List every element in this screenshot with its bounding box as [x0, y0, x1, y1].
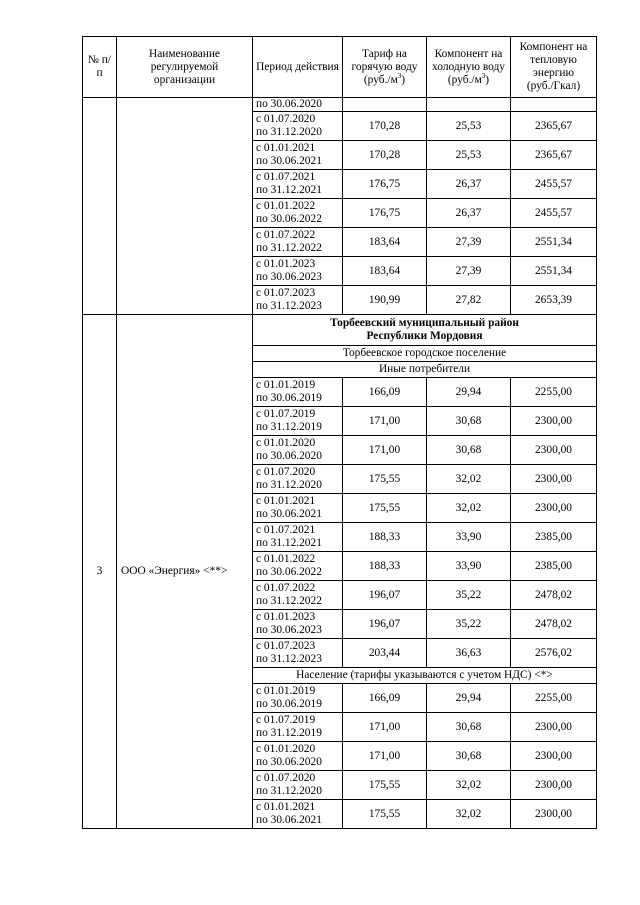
- hvs-cell: [427, 98, 511, 112]
- period-end: по 31.12.2023: [256, 300, 322, 312]
- hvs-cell: 30,68: [427, 742, 511, 771]
- hvs-cell: 36,63: [427, 639, 511, 668]
- hvs-cell: 27,39: [427, 257, 511, 286]
- col-header-teplo-text: Компонент на тепловую энергию: [519, 41, 588, 79]
- period-cell: [253, 684, 343, 713]
- teplo-cell: 2255,00: [511, 378, 597, 407]
- period-end: по 31.12.2020: [256, 785, 322, 797]
- period-end: по 31.12.2021: [256, 184, 322, 196]
- teplo-cell: 2300,00: [511, 800, 597, 829]
- teplo-cell: 2300,00: [511, 742, 597, 771]
- gvs-cell: 166,09: [343, 378, 427, 407]
- period-end: по 31.12.2022: [256, 595, 322, 607]
- period-end: по 31.12.2020: [256, 479, 322, 491]
- period-start: с 01.01.2019: [256, 379, 316, 391]
- col-header-gvs-unit: (руб./м: [363, 73, 398, 86]
- gvs-cell: 175,55: [343, 771, 427, 800]
- consumer-group-population: Население (тарифы указываются с учетом НДС) <*>: [253, 668, 597, 684]
- col-header-hvs: Компонент на холодную воду $(руб./м^3)$: [427, 37, 511, 98]
- period-end: по 30.06.2020: [256, 450, 322, 462]
- period-start: с 01.07.2019: [256, 408, 316, 420]
- period-start: с 01.01.2020: [256, 437, 316, 449]
- gvs-cell: 171,00: [343, 713, 427, 742]
- gvs-cell: 170,28: [343, 112, 427, 141]
- period-start: с 01.01.2022: [256, 553, 316, 565]
- teplo-cell: 2551,34: [511, 228, 597, 257]
- period-end: по 31.12.2021: [256, 537, 322, 549]
- col-header-hvs-sup: 3: [481, 71, 486, 80]
- period-end: по 31.12.2020: [256, 126, 322, 138]
- district-row: [83, 315, 597, 346]
- period-end: по 31.12.2022: [256, 242, 322, 254]
- gvs-cell: 171,00: [343, 742, 427, 771]
- period-end: по 30.06.2019: [256, 698, 322, 710]
- gvs-cell: [343, 98, 427, 112]
- period-end: по 30.06.2021: [256, 814, 322, 826]
- hvs-cell: 29,94: [427, 684, 511, 713]
- teplo-cell: 2365,67: [511, 141, 597, 170]
- teplo-cell: 2385,00: [511, 552, 597, 581]
- period-cell: [253, 407, 343, 436]
- col-header-gvs-sup: 3: [397, 71, 402, 80]
- teplo-cell: 2478,02: [511, 581, 597, 610]
- period-start: с 01.01.2021: [256, 495, 316, 507]
- teplo-cell: 2300,00: [511, 465, 597, 494]
- period-start: с 01.01.2021: [256, 142, 316, 154]
- period-end: по 30.06.2023: [256, 624, 322, 636]
- gvs-cell: 175,55: [343, 465, 427, 494]
- col-header-nomer: № п/п: [83, 37, 117, 98]
- teplo-cell: 2300,00: [511, 407, 597, 436]
- hvs-cell: 25,53: [427, 141, 511, 170]
- gvs-cell: 171,00: [343, 407, 427, 436]
- col-header-hvs-text: Компонент на холодную воду: [432, 47, 505, 73]
- gvs-cell: 183,64: [343, 257, 427, 286]
- period-end: по 30.06.2020: [256, 756, 322, 768]
- teplo-cell: 2455,57: [511, 170, 597, 199]
- period-end: по 30.06.2022: [256, 213, 322, 225]
- period-end: по 31.12.2023: [256, 653, 322, 665]
- period-start: с 01.07.2022: [256, 229, 316, 241]
- hvs-cell: 26,37: [427, 170, 511, 199]
- period-cell: [253, 378, 343, 407]
- teplo-cell: 2478,02: [511, 610, 597, 639]
- gvs-cell: 175,55: [343, 800, 427, 829]
- teplo-cell: 2300,00: [511, 713, 597, 742]
- gvs-cell: 175,55: [343, 494, 427, 523]
- teplo-cell: 2576,02: [511, 639, 597, 668]
- gvs-cell: 183,64: [343, 228, 427, 257]
- period-start: с 01.01.2019: [256, 685, 316, 697]
- period-cell: [253, 465, 343, 494]
- period-cell: [253, 639, 343, 668]
- gvs-cell: 171,00: [343, 436, 427, 465]
- period-start: с 01.01.2023: [256, 258, 316, 270]
- teplo-cell: 2300,00: [511, 436, 597, 465]
- district-line-2: Республики Мордовия: [366, 330, 483, 342]
- hvs-cell: 35,22: [427, 581, 511, 610]
- teplo-cell: 2653,39: [511, 286, 597, 315]
- period-start: с 01.07.2022: [256, 582, 316, 594]
- period-start: с 01.01.2021: [256, 801, 316, 813]
- hvs-cell: 30,68: [427, 436, 511, 465]
- teplo-cell: 2455,57: [511, 199, 597, 228]
- org-name-cell: ООО «Энергия» <**>: [117, 315, 253, 829]
- header-row: [83, 37, 597, 98]
- gvs-cell: 196,07: [343, 610, 427, 639]
- period-cell: [253, 436, 343, 465]
- col-header-hvs-unit: (руб./м: [447, 73, 482, 86]
- gvs-cell: 188,33: [343, 552, 427, 581]
- settlement-title: Торбеевское городское поселение: [253, 346, 597, 362]
- period-cell: [253, 228, 343, 257]
- period-start: с 01.01.2022: [256, 200, 316, 212]
- gvs-cell: 166,09: [343, 684, 427, 713]
- hvs-cell: 27,39: [427, 228, 511, 257]
- teplo-cell: 2300,00: [511, 494, 597, 523]
- period-start: с 01.01.2023: [256, 611, 316, 623]
- period-cell: [253, 771, 343, 800]
- tariff-table: [82, 36, 597, 829]
- gvs-cell: 190,99: [343, 286, 427, 315]
- gvs-cell: 203,44: [343, 639, 427, 668]
- col-header-period: Период действия: [253, 37, 343, 98]
- period-start: с 01.07.2023: [256, 287, 316, 299]
- org-nomer-cell: 3: [83, 315, 117, 829]
- hvs-cell: 32,02: [427, 800, 511, 829]
- period-cell: [253, 170, 343, 199]
- period-cell: [253, 713, 343, 742]
- col-header-org: Наименование регулируемой организации: [117, 37, 253, 98]
- period-cell: [253, 552, 343, 581]
- prev-org-name-cell: [117, 98, 253, 315]
- period-cell: [253, 257, 343, 286]
- period-cell: [253, 199, 343, 228]
- hvs-cell: 25,53: [427, 112, 511, 141]
- period-start: с 01.07.2021: [256, 171, 316, 183]
- hvs-cell: 29,94: [427, 378, 511, 407]
- col-header-teplo: [511, 37, 597, 98]
- table-row: [83, 98, 597, 112]
- hvs-cell: 33,90: [427, 552, 511, 581]
- period-start: с 01.07.2020: [256, 466, 316, 478]
- period-end: по 30.06.2019: [256, 392, 322, 404]
- district-line-1: Торбеевский муниципальный район: [330, 317, 519, 329]
- period-cell: [253, 141, 343, 170]
- period-cell: [253, 286, 343, 315]
- period-start: с 01.07.2020: [256, 772, 316, 784]
- period-start: с 01.07.2021: [256, 524, 316, 536]
- gvs-cell: 170,28: [343, 141, 427, 170]
- period-end: по 30.06.2022: [256, 566, 322, 578]
- period-cell: по 30.06.2020: [253, 98, 343, 112]
- hvs-cell: 32,02: [427, 465, 511, 494]
- hvs-cell: 30,68: [427, 407, 511, 436]
- gvs-cell: 196,07: [343, 581, 427, 610]
- gvs-cell: 176,75: [343, 199, 427, 228]
- consumer-group-other: Иные потребители: [253, 362, 597, 378]
- period-cell: [253, 523, 343, 552]
- gvs-cell: 188,33: [343, 523, 427, 552]
- teplo-cell: 2255,00: [511, 684, 597, 713]
- district-title: [253, 315, 597, 346]
- teplo-cell: 2365,67: [511, 112, 597, 141]
- teplo-cell: 2385,00: [511, 523, 597, 552]
- teplo-cell: 2551,34: [511, 257, 597, 286]
- table-body: [83, 98, 597, 829]
- period-end: по 30.06.2021: [256, 155, 322, 167]
- period-cell: [253, 581, 343, 610]
- period-start: с 01.07.2020: [256, 113, 316, 125]
- period-cell: [253, 742, 343, 771]
- col-header-gvs: Тариф на горячую воду $(руб./м^3)$: [343, 37, 427, 98]
- period-end: по 30.06.2023: [256, 271, 322, 283]
- hvs-cell: 30,68: [427, 713, 511, 742]
- period-cell: [253, 800, 343, 829]
- period-end: по 30.06.2021: [256, 508, 322, 520]
- hvs-cell: 26,37: [427, 199, 511, 228]
- hvs-cell: 27,82: [427, 286, 511, 315]
- period-end: по 31.12.2019: [256, 727, 322, 739]
- period-start: с 01.07.2023: [256, 640, 316, 652]
- period-start: с 01.01.2020: [256, 743, 316, 755]
- period-cell: [253, 494, 343, 523]
- period-end: по 31.12.2019: [256, 421, 322, 433]
- col-header-gvs-text: Тариф на горячую воду: [351, 47, 418, 73]
- hvs-cell: 32,02: [427, 494, 511, 523]
- hvs-cell: 35,22: [427, 610, 511, 639]
- hvs-cell: 32,02: [427, 771, 511, 800]
- period-cell: [253, 112, 343, 141]
- prev-org-nomer-cell: [83, 98, 117, 315]
- hvs-cell: 33,90: [427, 523, 511, 552]
- col-header-teplo-unit: (руб./Гкал): [526, 80, 581, 92]
- period-start: с 01.07.2019: [256, 714, 316, 726]
- period-cell: [253, 610, 343, 639]
- gvs-cell: 176,75: [343, 170, 427, 199]
- teplo-cell: [511, 98, 597, 112]
- teplo-cell: 2300,00: [511, 771, 597, 800]
